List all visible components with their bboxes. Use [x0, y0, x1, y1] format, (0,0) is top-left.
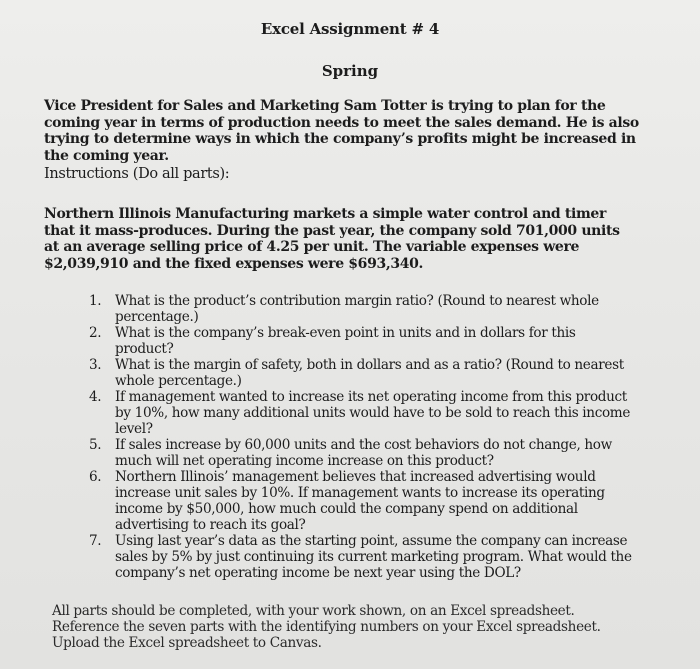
- question-text: Using last year’s data as the starting point, assume the company can increase sales by 5% by just continuing its current marketing program. What would the company’s net operating income be next year using the DOL?: [115, 533, 632, 581]
- question-item: [89, 437, 634, 469]
- question-list: [89, 293, 634, 581]
- question-text: If management wanted to increase its net operating income from this product by 10%, how many additional units would have to be sold to reach this income level?: [115, 389, 631, 437]
- question-text: What is the product’s contribution margin ratio? (Round to nearest whole percentage.): [115, 293, 599, 325]
- question-text: What is the margin of safety, both in dollars and as a ratio? (Round to nearest whole percentage.): [115, 357, 624, 389]
- question-number: 2.: [89, 325, 102, 341]
- instructions-label: Instructions (Do all parts):: [44, 166, 230, 182]
- question-item: [89, 293, 634, 325]
- question-item: [89, 389, 634, 437]
- question-number: 5.: [89, 437, 102, 453]
- submission-instructions: All parts should be completed, with your work shown, on an Excel spreadsheet. Reference the seven parts with the identifying numbers on your Excel spreadsheet. Upload the Excel spreadsheet to Canvas.: [52, 603, 601, 651]
- question-text: If sales increase by 60,000 units and the cost behaviors do not change, how much will net operating income increase on this product?: [115, 437, 612, 469]
- question-number: 3.: [89, 357, 102, 373]
- question-item: [89, 325, 634, 357]
- intro-paragraph: Vice President for Sales and Marketing Sam Totter is trying to plan for the coming year in terms of production needs to meet the sales demand. He is also trying to determine ways in which the company’s profits might be increased in the coming year.: [44, 98, 639, 164]
- question-number: 4.: [89, 389, 102, 405]
- question-number: 6.: [89, 469, 102, 485]
- question-item: [89, 357, 634, 389]
- scenario-paragraph: Northern Illinois Manufacturing markets a simple water control and timer that it mass-produces. During the past year, the company sold 701,000 units at an average selling price of 4.25 per unit. The variable expenses were $2,039,910 and the fixed expenses were $693,340.: [44, 206, 620, 272]
- question-item: [89, 533, 634, 581]
- question-number: 7.: [89, 533, 102, 549]
- question-text: What is the company’s break-even point in units and in dollars for this product?: [115, 325, 576, 357]
- question-item: [89, 469, 634, 533]
- assignment-term: Spring: [321, 62, 379, 80]
- question-text: Northern Illinois’ management believes that increased advertising would increase unit sales by 10%. If management wants to increase its operating income by $50,000, how much could the company spend on additional advertising to reach its goal?: [115, 469, 605, 533]
- question-number: 1.: [89, 293, 102, 309]
- assignment-title: Excel Assignment # 4: [260, 20, 440, 38]
